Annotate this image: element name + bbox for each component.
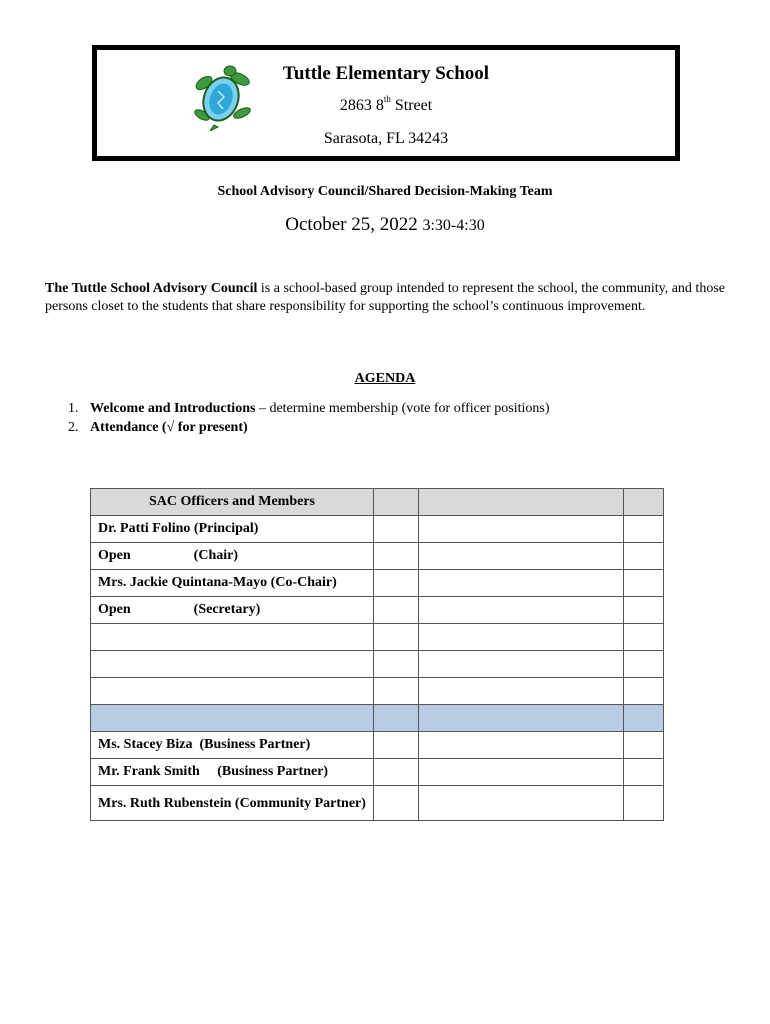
council-title: School Advisory Council/Shared Decision-Making Team	[217, 184, 553, 199]
member-name-cell	[91, 651, 374, 678]
member-name-cell	[91, 705, 374, 732]
table-row	[91, 759, 664, 786]
table-row	[91, 570, 664, 597]
table-row	[91, 678, 664, 705]
letterhead-box	[92, 45, 680, 161]
table-header-cell: SAC Officers and Members	[91, 489, 374, 516]
intro-paragraph	[45, 280, 735, 316]
table-row	[91, 543, 664, 570]
member-name-cell: Mrs. Ruth Rubenstein (Community Partner)	[91, 786, 374, 821]
agenda-heading: AGENDA	[354, 371, 416, 386]
members-table	[90, 488, 664, 821]
member-name-cell	[91, 678, 374, 705]
agenda-item: 2. Attendance (√ for present)	[68, 420, 248, 435]
meeting-time: 3:30-4:30	[422, 217, 485, 234]
member-name-cell: Open (Secretary)	[91, 597, 374, 624]
member-name-cell: Mr. Frank Smith (Business Partner)	[91, 759, 374, 786]
school-name: Tuttle Elementary School	[282, 63, 490, 84]
member-name-cell: Open (Chair)	[91, 543, 374, 570]
meeting-date	[0, 214, 770, 236]
table-row	[91, 516, 664, 543]
table-row-highlight	[91, 705, 664, 732]
city-state-zip: Sarasota, FL 34243	[323, 130, 449, 147]
table-row	[91, 732, 664, 759]
meeting-date-text: October 25, 2022	[285, 214, 418, 235]
table-row	[91, 786, 664, 821]
table-row	[91, 624, 664, 651]
member-name-cell: Mrs. Jackie Quintana-Mayo (Co-Chair)	[91, 570, 374, 597]
table-header-row	[91, 489, 664, 516]
agenda-item: 1. Welcome and Introductions – determine membership (vote for officer positions)	[68, 401, 550, 416]
intro-text: is a school-based group intended to represent the school, the community, and those persons closet to the students that share responsibility for supporting the school’s continuous improvement.	[45, 281, 725, 314]
intro-bold-lead: The Tuttle School Advisory Council	[45, 281, 258, 296]
agenda-list	[68, 399, 550, 437]
member-name-cell: Dr. Patti Folino (Principal)	[91, 516, 374, 543]
table-row	[91, 597, 664, 624]
member-name-cell	[91, 624, 374, 651]
street-address: 2863 8th Street	[339, 94, 433, 114]
table-row	[91, 651, 664, 678]
member-name-cell: Ms. Stacey Biza (Business Partner)	[91, 732, 374, 759]
